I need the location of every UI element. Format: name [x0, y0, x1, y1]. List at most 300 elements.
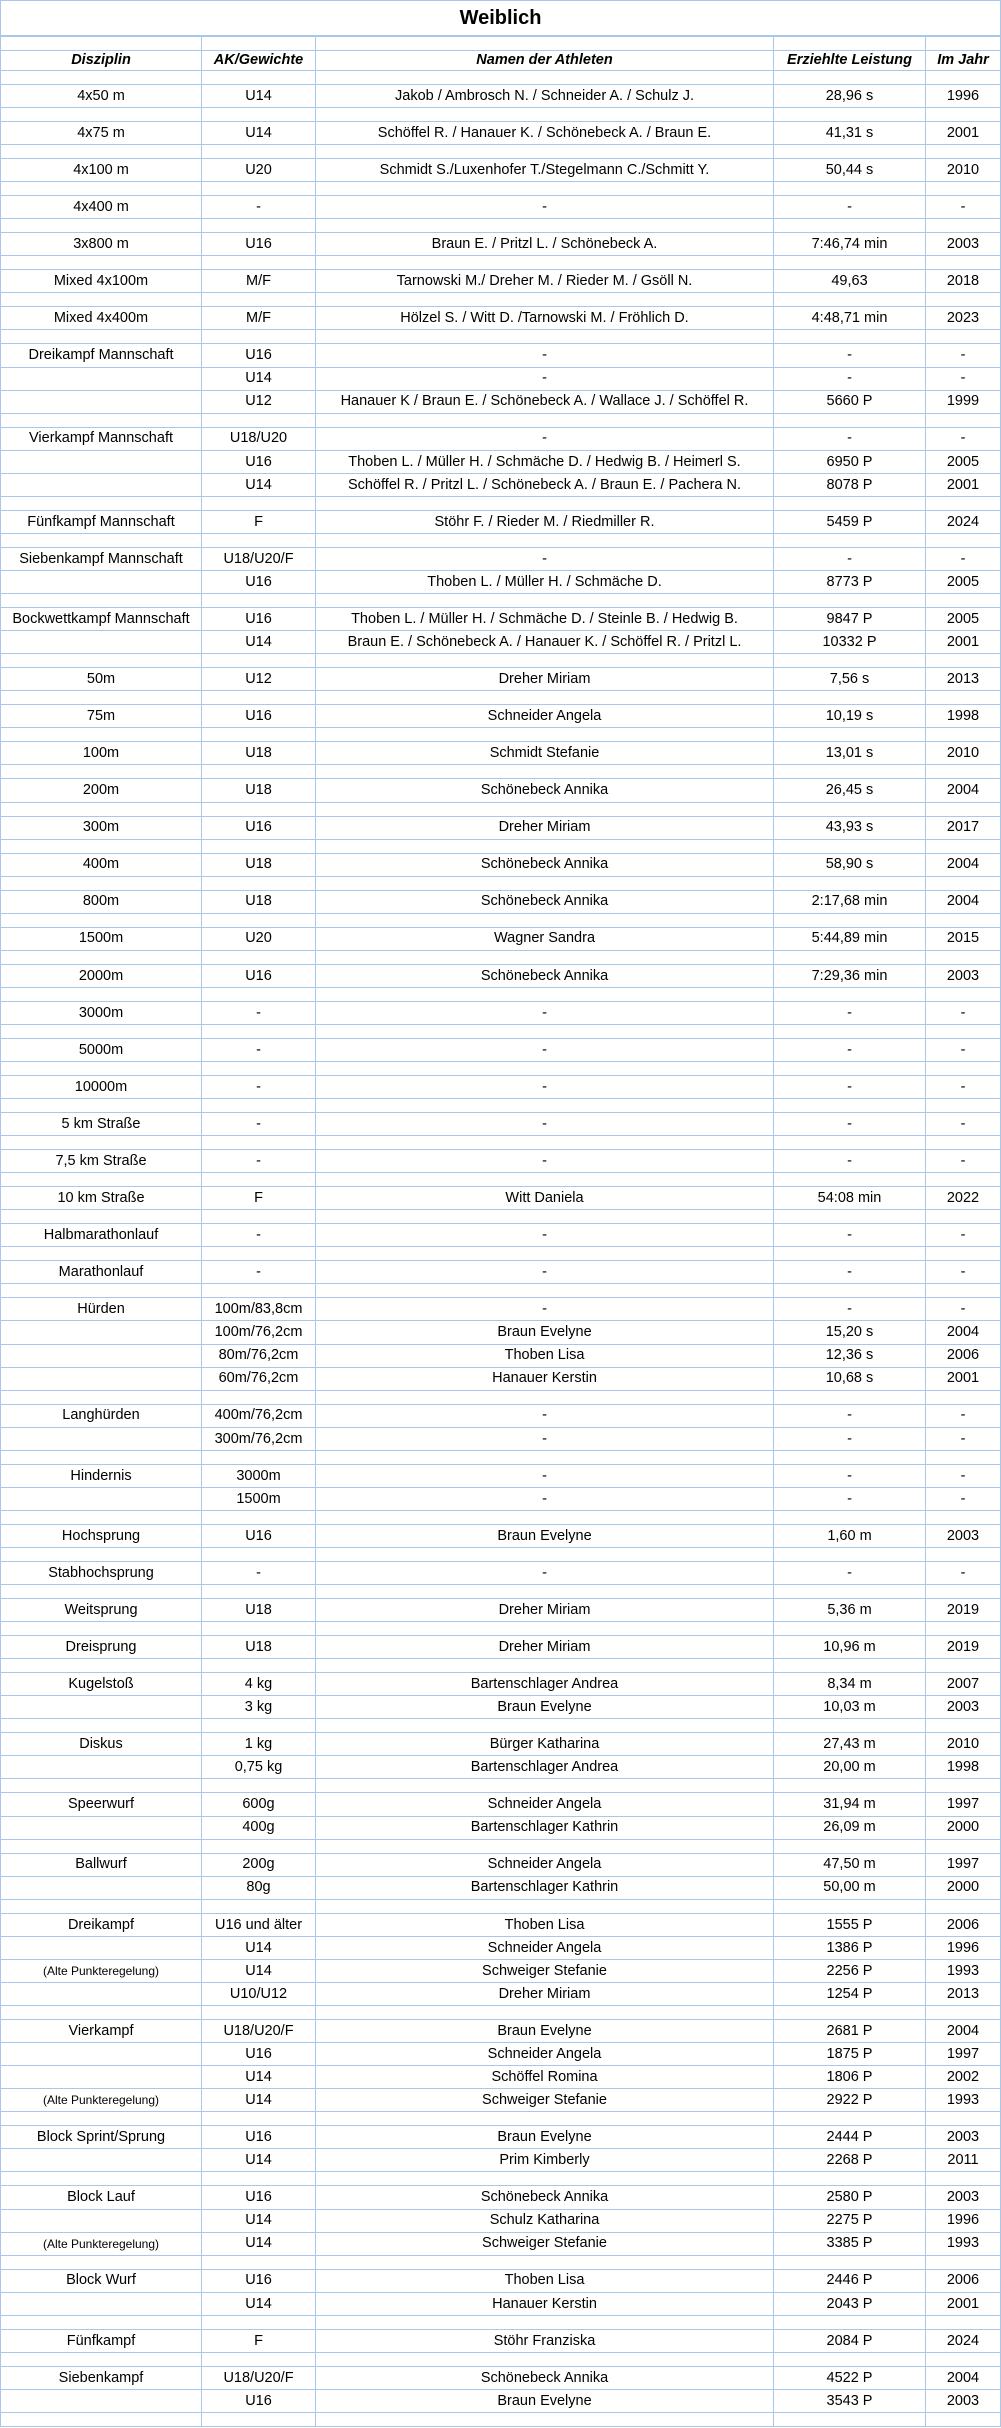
discipline-cell: Dreikampf Mannschaft — [0, 344, 201, 366]
discipline-cell — [0, 2256, 201, 2269]
performance-cell — [773, 1659, 925, 1672]
performance-cell — [773, 1585, 925, 1598]
year-cell: 2001 — [925, 474, 1001, 496]
performance-cell: 2580 P — [773, 2186, 925, 2208]
spacer-row — [0, 2111, 1001, 2125]
discipline-cell: 200m — [0, 779, 201, 801]
performance-cell: - — [773, 548, 925, 570]
table-row — [0, 853, 1001, 876]
athletes-cell: Braun Evelyne — [315, 2126, 773, 2148]
athletes-cell — [315, 1719, 773, 1732]
year-cell: - — [925, 1405, 1001, 1427]
sheet-title — [0, 0, 1001, 36]
year-cell: 1993 — [925, 1960, 1001, 1982]
discipline-cell: Stabhochsprung — [0, 1562, 201, 1584]
performance-cell — [773, 1247, 925, 1260]
table-row — [0, 1876, 1001, 1899]
age-group-cell: 100m/76,2cm — [201, 1321, 315, 1343]
performance-cell — [773, 1840, 925, 1853]
performance-cell: 2922 P — [773, 2089, 925, 2111]
performance-cell: 8773 P — [773, 571, 925, 593]
table-row — [0, 2389, 1001, 2412]
performance-cell: 12,36 s — [773, 1345, 925, 1367]
discipline-cell — [0, 1210, 201, 1223]
year-cell: - — [925, 1298, 1001, 1320]
year-cell: 2023 — [925, 307, 1001, 329]
performance-cell — [773, 1099, 925, 1112]
age-group-cell: U20 — [201, 928, 315, 950]
year-cell — [925, 691, 1001, 704]
age-group-cell — [201, 1136, 315, 1149]
discipline-cell: 4x100 m — [0, 159, 201, 181]
discipline-cell — [0, 534, 201, 547]
performance-cell — [773, 594, 925, 607]
athletes-cell: Dreher Miriam — [315, 817, 773, 839]
age-group-cell — [201, 1840, 315, 1853]
performance-cell: - — [773, 1298, 925, 1320]
year-cell: 2004 — [925, 1321, 1001, 1343]
title-text: Weiblich — [459, 6, 542, 29]
age-group-cell — [201, 1099, 315, 1112]
table-row — [0, 1427, 1001, 1450]
age-group-cell: U12 — [201, 668, 315, 690]
table-row — [0, 1297, 1001, 1320]
table-row — [0, 269, 1001, 292]
age-group-cell — [201, 1900, 315, 1913]
year-cell — [925, 534, 1001, 547]
athletes-cell — [315, 1136, 773, 1149]
year-cell — [925, 1099, 1001, 1112]
athletes-cell: Thoben L. / Müller H. / Schmäche D. — [315, 571, 773, 593]
age-group-cell: U18/U20/F — [201, 548, 315, 570]
age-group-cell: U20 — [201, 159, 315, 181]
performance-cell: 28,96 s — [773, 85, 925, 107]
spacer-row — [0, 913, 1001, 927]
year-cell: 2013 — [925, 668, 1001, 690]
year-cell: Im Jahr — [925, 51, 1001, 70]
discipline-cell: Dreisprung — [0, 1636, 201, 1658]
year-cell: 2004 — [925, 2367, 1001, 2389]
performance-cell: 50,00 m — [773, 1877, 925, 1899]
discipline-cell — [0, 1585, 201, 1598]
age-group-cell: U18 — [201, 779, 315, 801]
year-cell: 1993 — [925, 2089, 1001, 2111]
performance-cell — [773, 2256, 925, 2269]
performance-cell: 5459 P — [773, 511, 925, 533]
performance-cell: 2275 P — [773, 2210, 925, 2232]
year-cell: 2003 — [925, 2390, 1001, 2412]
year-cell — [925, 1622, 1001, 1635]
athletes-cell: - — [315, 1488, 773, 1510]
discipline-cell: Siebenkampf — [0, 2367, 201, 2389]
discipline-cell: 300m — [0, 817, 201, 839]
athletes-cell — [315, 145, 773, 158]
spacer-row — [0, 1172, 1001, 1186]
year-cell — [925, 1585, 1001, 1598]
table-row — [0, 1487, 1001, 1510]
age-group-cell — [201, 1210, 315, 1223]
athletes-cell — [315, 2256, 773, 2269]
discipline-cell — [0, 1284, 201, 1297]
spacer-row — [0, 218, 1001, 232]
athletes-cell — [315, 728, 773, 741]
discipline-cell: 50m — [0, 668, 201, 690]
spacer-row — [0, 70, 1001, 84]
year-cell — [925, 71, 1001, 84]
year-cell — [925, 1210, 1001, 1223]
table-row — [0, 1755, 1001, 1778]
athletes-cell — [315, 182, 773, 195]
age-group-cell: 80m/76,2cm — [201, 1345, 315, 1367]
performance-cell — [773, 182, 925, 195]
year-cell — [925, 1840, 1001, 1853]
athletes-cell: Braun Evelyne — [315, 2390, 773, 2412]
athletes-cell — [315, 37, 773, 50]
athletes-cell — [315, 1210, 773, 1223]
discipline-cell — [0, 497, 201, 510]
performance-cell: - — [773, 196, 925, 218]
year-cell: 2003 — [925, 2126, 1001, 2148]
spacer-row — [0, 292, 1001, 306]
table-row — [0, 2292, 1001, 2315]
discipline-cell — [0, 1696, 201, 1718]
athletes-cell — [315, 988, 773, 1001]
year-cell — [925, 497, 1001, 510]
performance-cell — [773, 108, 925, 121]
year-cell — [925, 108, 1001, 121]
age-group-cell: F — [201, 1187, 315, 1209]
athletes-cell — [315, 1025, 773, 1038]
discipline-cell: Vierkampf — [0, 2020, 201, 2042]
performance-cell: 8,34 m — [773, 1673, 925, 1695]
discipline-cell: Fünfkampf — [0, 2330, 201, 2352]
athletes-cell: Bartenschlager Andrea — [315, 1756, 773, 1778]
table-row — [0, 1367, 1001, 1390]
table-row — [0, 2329, 1001, 2352]
spacer-row — [0, 802, 1001, 816]
age-group-cell: 600g — [201, 1793, 315, 1815]
athletes-cell — [315, 951, 773, 964]
athletes-cell: - — [315, 1113, 773, 1135]
year-cell: 2024 — [925, 2330, 1001, 2352]
table-row — [0, 2125, 1001, 2148]
athletes-cell: Schneider Angela — [315, 2043, 773, 2065]
performance-cell — [773, 765, 925, 778]
discipline-cell — [0, 1136, 201, 1149]
discipline-cell — [0, 1099, 201, 1112]
discipline-cell — [0, 951, 201, 964]
performance-cell: 5660 P — [773, 391, 925, 413]
athletes-cell: Schneider Angela — [315, 1937, 773, 1959]
athletes-cell — [315, 414, 773, 427]
age-group-cell — [201, 1511, 315, 1524]
performance-cell: 47,50 m — [773, 1854, 925, 1876]
discipline-cell: 75m — [0, 705, 201, 727]
table-row — [0, 1672, 1001, 1695]
performance-cell — [773, 1391, 925, 1404]
table-row — [0, 2065, 1001, 2088]
performance-cell: - — [773, 1150, 925, 1172]
performance-cell — [773, 1136, 925, 1149]
year-cell: 2015 — [925, 928, 1001, 950]
age-group-cell: 1 kg — [201, 1733, 315, 1755]
year-cell — [925, 293, 1001, 306]
discipline-cell — [0, 1428, 201, 1450]
year-cell — [925, 1511, 1001, 1524]
athletes-cell: Schönebeck Annika — [315, 2186, 773, 2208]
year-cell: 2019 — [925, 1636, 1001, 1658]
discipline-cell: Fünfkampf Mannschaft — [0, 511, 201, 533]
discipline-cell: Speerwurf — [0, 1793, 201, 1815]
year-cell: 2005 — [925, 608, 1001, 630]
discipline-cell — [0, 145, 201, 158]
discipline-cell — [0, 391, 201, 413]
discipline-cell — [0, 631, 201, 653]
performance-cell — [773, 1451, 925, 1464]
athletes-cell: Schmidt Stefanie — [315, 742, 773, 764]
table-row — [0, 1853, 1001, 1876]
age-group-cell: U14 — [201, 1960, 315, 1982]
age-group-cell — [201, 1284, 315, 1297]
table-row — [0, 2019, 1001, 2042]
discipline-cell — [0, 691, 201, 704]
discipline-cell — [0, 1817, 201, 1839]
table-row — [0, 1320, 1001, 1343]
athletes-cell — [315, 840, 773, 853]
age-group-cell: U16 — [201, 817, 315, 839]
table-row — [0, 1038, 1001, 1061]
athletes-cell — [315, 1511, 773, 1524]
performance-cell: 2268 P — [773, 2149, 925, 2171]
table-row — [0, 158, 1001, 181]
age-group-cell: F — [201, 2330, 315, 2352]
table-row — [0, 1732, 1001, 1755]
performance-cell — [773, 145, 925, 158]
discipline-cell — [0, 765, 201, 778]
performance-cell — [773, 877, 925, 890]
athletes-cell: Jakob / Ambrosch N. / Schneider A. / Schulz J. — [315, 85, 773, 107]
spacer-row — [0, 533, 1001, 547]
year-cell: - — [925, 1562, 1001, 1584]
discipline-cell — [0, 37, 201, 50]
age-group-cell: 0,75 kg — [201, 1756, 315, 1778]
year-cell: 1993 — [925, 2233, 1001, 2255]
age-group-cell — [201, 37, 315, 50]
year-cell — [925, 2172, 1001, 2185]
discipline-cell — [0, 1368, 201, 1390]
athletes-cell: - — [315, 344, 773, 366]
year-cell: 2003 — [925, 1696, 1001, 1718]
age-group-cell — [201, 654, 315, 667]
age-group-cell: M/F — [201, 307, 315, 329]
athletes-cell: - — [315, 428, 773, 450]
age-group-cell — [201, 988, 315, 1001]
athletes-cell: Braun E. / Pritzl L. / Schönebeck A. — [315, 233, 773, 255]
age-group-cell — [201, 1062, 315, 1075]
performance-cell: 20,00 m — [773, 1756, 925, 1778]
discipline-cell — [0, 2006, 201, 2019]
age-group-cell: U14 — [201, 2293, 315, 2315]
discipline-cell — [0, 2210, 201, 2232]
year-cell — [925, 145, 1001, 158]
year-cell: 2003 — [925, 233, 1001, 255]
age-group-cell: 200g — [201, 1854, 315, 1876]
year-cell: 2005 — [925, 451, 1001, 473]
athletes-cell — [315, 1391, 773, 1404]
athletes-cell — [315, 803, 773, 816]
age-group-cell — [201, 145, 315, 158]
athletes-cell: - — [315, 1562, 773, 1584]
year-cell: 2001 — [925, 122, 1001, 144]
performance-cell: 4522 P — [773, 2367, 925, 2389]
athletes-cell: Namen der Athleten — [315, 51, 773, 70]
age-group-cell: U18/U20/F — [201, 2020, 315, 2042]
spacer-row — [0, 2412, 1001, 2426]
year-cell: 2003 — [925, 1525, 1001, 1547]
age-group-cell — [201, 1173, 315, 1186]
performance-cell: 54:08 min — [773, 1187, 925, 1209]
year-cell: 2010 — [925, 1733, 1001, 1755]
discipline-cell — [0, 1247, 201, 1260]
table-row — [0, 84, 1001, 107]
year-cell: 2007 — [925, 1673, 1001, 1695]
athletes-cell: - — [315, 1076, 773, 1098]
athletes-cell: Schweiger Stefanie — [315, 2233, 773, 2255]
year-cell — [925, 1391, 1001, 1404]
performance-cell: 1555 P — [773, 1914, 925, 1936]
age-group-cell: M/F — [201, 270, 315, 292]
age-group-cell: 400m/76,2cm — [201, 1405, 315, 1427]
year-cell: 2001 — [925, 631, 1001, 653]
year-cell — [925, 2112, 1001, 2125]
age-group-cell: U14 — [201, 474, 315, 496]
athletes-cell: Hölzel S. / Witt D. /Tarnowski M. / Fröhlich D. — [315, 307, 773, 329]
discipline-cell — [0, 1983, 201, 2005]
performance-cell: 2681 P — [773, 2020, 925, 2042]
performance-cell: 4:48,71 min — [773, 307, 925, 329]
age-group-cell — [201, 1585, 315, 1598]
year-cell: 1998 — [925, 705, 1001, 727]
age-group-cell: 100m/83,8cm — [201, 1298, 315, 1320]
year-cell: 1996 — [925, 2210, 1001, 2232]
discipline-cell — [0, 414, 201, 427]
age-group-cell — [201, 2172, 315, 2185]
year-cell: 2000 — [925, 1877, 1001, 1899]
performance-cell — [773, 2006, 925, 2019]
athletes-cell — [315, 914, 773, 927]
spacer-row — [0, 1547, 1001, 1561]
athletes-cell: Thoben Lisa — [315, 1345, 773, 1367]
athletes-cell: Stöhr F. / Rieder M. / Riedmiller R. — [315, 511, 773, 533]
table-row — [0, 1001, 1001, 1024]
athletes-cell — [315, 765, 773, 778]
spacer-row — [0, 2315, 1001, 2329]
discipline-cell — [0, 1173, 201, 1186]
year-cell: 2011 — [925, 2149, 1001, 2171]
table-row — [0, 741, 1001, 764]
spacer-row — [0, 1778, 1001, 1792]
performance-cell: - — [773, 1488, 925, 1510]
performance-cell: - — [773, 344, 925, 366]
year-cell — [925, 1136, 1001, 1149]
spacer-row — [0, 181, 1001, 195]
spacer-row — [0, 1098, 1001, 1112]
athletes-cell: Wagner Sandra — [315, 928, 773, 950]
discipline-cell — [0, 1840, 201, 1853]
year-cell — [925, 988, 1001, 1001]
age-group-cell — [201, 497, 315, 510]
year-cell: - — [925, 1150, 1001, 1172]
performance-cell: 6950 P — [773, 451, 925, 473]
year-cell: 2013 — [925, 1983, 1001, 2005]
athletes-cell: Thoben Lisa — [315, 2270, 773, 2292]
year-cell — [925, 1025, 1001, 1038]
athletes-cell: Schneider Angela — [315, 705, 773, 727]
spacer-row — [0, 1899, 1001, 1913]
year-cell: 2024 — [925, 511, 1001, 533]
discipline-cell: Hindernis — [0, 1465, 201, 1487]
spacer-row — [0, 653, 1001, 667]
discipline-cell — [0, 293, 201, 306]
spacer-row — [0, 727, 1001, 741]
discipline-cell — [0, 2066, 201, 2088]
performance-cell — [773, 1548, 925, 1561]
discipline-cell — [0, 256, 201, 269]
performance-cell — [773, 1025, 925, 1038]
athletes-cell: Hanauer K / Braun E. / Schönebeck A. / Wallace J. / Schöffel R. — [315, 391, 773, 413]
performance-cell: 5:44,89 min — [773, 928, 925, 950]
age-group-cell — [201, 1025, 315, 1038]
athletes-cell — [315, 1585, 773, 1598]
age-group-cell — [201, 691, 315, 704]
performance-cell: 10,96 m — [773, 1636, 925, 1658]
age-group-cell: - — [201, 1261, 315, 1283]
performance-cell — [773, 951, 925, 964]
spacer-row — [0, 950, 1001, 964]
year-cell: 1996 — [925, 1937, 1001, 1959]
age-group-cell: U16 — [201, 608, 315, 630]
performance-cell: 26,09 m — [773, 1817, 925, 1839]
performance-cell — [773, 1511, 925, 1524]
age-group-cell: - — [201, 1113, 315, 1135]
spacer-row — [0, 839, 1001, 853]
table-row — [0, 1260, 1001, 1283]
performance-cell: 1254 P — [773, 1983, 925, 2005]
age-group-cell: U16 — [201, 344, 315, 366]
age-group-cell: U14 — [201, 2233, 315, 2255]
athletes-cell: Dreher Miriam — [315, 668, 773, 690]
performance-cell — [773, 330, 925, 343]
discipline-cell — [0, 1451, 201, 1464]
athletes-cell: Stöhr Franziska — [315, 2330, 773, 2352]
discipline-cell — [0, 1548, 201, 1561]
performance-cell: - — [773, 1076, 925, 1098]
age-group-cell — [201, 182, 315, 195]
table-row — [0, 2185, 1001, 2208]
athletes-cell: Schönebeck Annika — [315, 891, 773, 913]
age-group-cell: U14 — [201, 631, 315, 653]
age-group-cell: U16 — [201, 2270, 315, 2292]
discipline-cell: Hürden — [0, 1298, 201, 1320]
performance-cell — [773, 1719, 925, 1732]
performance-cell — [773, 1622, 925, 1635]
table-row — [0, 1792, 1001, 1815]
age-group-cell — [201, 1659, 315, 1672]
year-cell: - — [925, 1465, 1001, 1487]
age-group-cell: U14 — [201, 2149, 315, 2171]
spacer-row — [0, 255, 1001, 269]
year-cell — [925, 2256, 1001, 2269]
